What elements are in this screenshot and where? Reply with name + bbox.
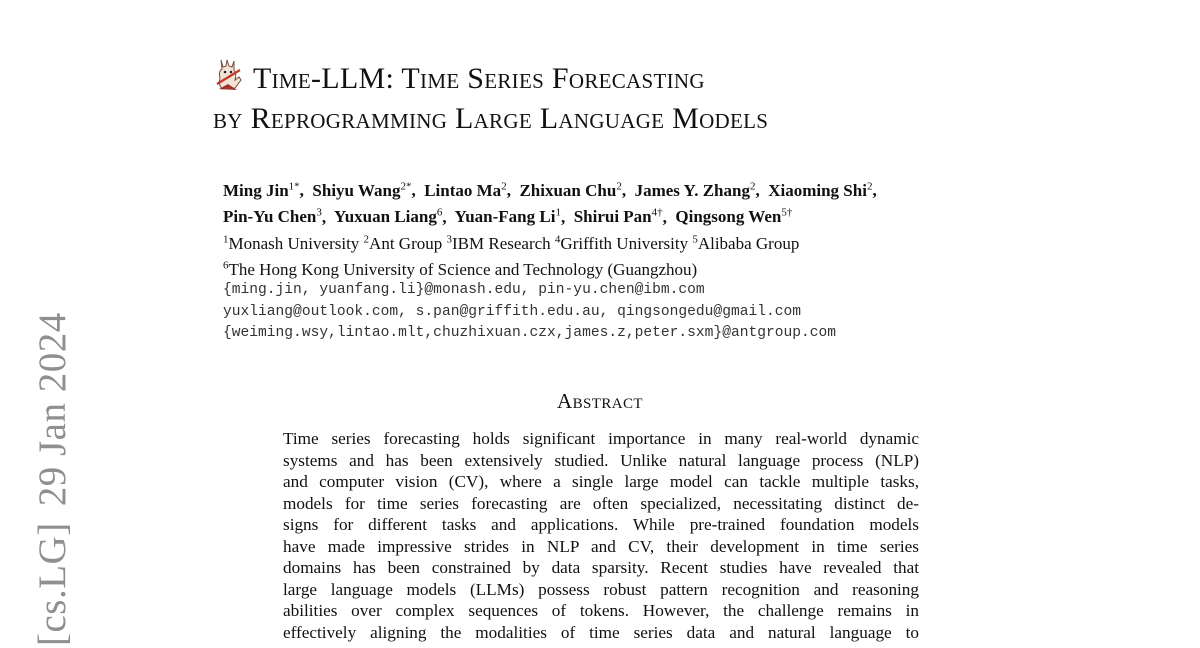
email-line: {weiming.wsy,lintao.mlt,chuzhixuan.czx,james.z,peter.sxm}@antgroup.com — [223, 325, 837, 341]
author-name: Shiyu Wang — [312, 180, 401, 200]
author-name: Qingsong Wen — [675, 207, 782, 227]
affiliation — [223, 234, 359, 253]
arxiv-category: [cs.LG] — [31, 522, 74, 646]
affiliation-mark: 5 — [692, 233, 698, 245]
author-name: James Y. Zhang — [634, 180, 750, 200]
abstract-line: models for time series forecasting are often specialized, necessitating distinct de- — [283, 493, 919, 513]
author-name: Yuan-Fang Li — [454, 207, 556, 227]
author-mark: 2 — [501, 180, 507, 192]
author-list — [223, 175, 881, 228]
authors-line-2: Pin-Yu Chen$^3$, Yuxuan Liang$^6$, Yuan-Fang Li$^1$, Shirui Pan$^{4\dagger}$, Qingsong Wen$^{5\dagger}$ — [223, 206, 793, 227]
author-name: Shirui Pan — [573, 207, 652, 227]
affiliation-name: IBM Research — [452, 233, 551, 253]
author-name: Zhixuan Chu — [519, 180, 617, 200]
author-mark: 1* — [288, 180, 300, 192]
abstract-line: abilities over complex sequences of tokens. However, the challenge remains in — [283, 601, 919, 620]
paper-title — [213, 58, 768, 139]
author — [334, 207, 442, 226]
author — [223, 207, 322, 226]
email-line: {ming.jin, yuanfang.li}@monash.edu, pin-yu.chen@ibm.com — [223, 282, 705, 298]
author-mark: 2 — [749, 180, 756, 192]
author — [455, 207, 561, 226]
author — [768, 181, 872, 200]
author-mark: 2 — [866, 180, 873, 192]
affiliation-mark: 2 — [363, 233, 370, 245]
author-mark: 4† — [651, 206, 663, 219]
affiliation — [364, 234, 443, 253]
author — [574, 207, 663, 226]
abstract-line: systems and has been extensively studied. Unlike natural language process (NLP) — [283, 450, 919, 470]
abstract-body — [283, 428, 919, 643]
email-line: yuxliang@outlook.com, s.pan@griffith.edu.au, qingsongedu@gmail.com — [223, 303, 802, 320]
affiliation — [447, 234, 551, 253]
affiliation-mark: 4 — [554, 233, 561, 245]
author-mark: 2 — [616, 180, 622, 192]
author — [675, 207, 792, 226]
abstract-line: have made impressive strides in NLP and CV, their development in time series — [283, 536, 919, 556]
author — [635, 181, 756, 200]
affiliation-name: Alibaba Group — [697, 233, 800, 253]
author — [223, 181, 300, 200]
affiliation-name: The Hong Kong University of Science and Technology (Guangzhou) — [228, 260, 698, 280]
author-mark: 6 — [436, 206, 443, 219]
title-line-2: by Reprogramming Large Language Models — [213, 102, 769, 135]
title-text-1: Time-LLM: Time Series Forecasting — [253, 62, 705, 95]
author — [519, 181, 621, 200]
author-mark: 3 — [316, 206, 322, 219]
affiliation-name: Griffith University — [560, 233, 689, 253]
author — [424, 181, 506, 200]
author-name: Lintao Ma — [424, 180, 502, 200]
arxiv-stamp — [30, 312, 75, 646]
author — [312, 181, 411, 200]
authors-line-1: Ming Jin$^{1*}$, Shiyu Wang$^{2*}$, Lintao Ma$^2$, Zhixuan Chu$^2$, James Y. Zhang$^2$, Xiaoming Shi$^2$, — [223, 180, 881, 200]
abstract-line: signs for different tasks and applications. While pre-trained foundation models — [283, 515, 919, 534]
affiliations-line-1 — [223, 228, 799, 255]
author-mark: 2* — [400, 180, 412, 192]
affiliation — [223, 260, 697, 279]
abstract-line: effectively aligning the modalities of time series data and natural language to — [283, 622, 919, 642]
abstract-line: and computer vision (CV), where a single large model can tackle multiple tasks, — [283, 472, 919, 491]
author-mark: 5† — [781, 206, 793, 219]
abstract-line: domains has been constrained by data sparsity. Recent studies have revealed that — [283, 558, 919, 577]
affiliation-mark: 1 — [223, 233, 229, 245]
author-name: Yuxuan Liang — [334, 207, 437, 227]
email-list — [223, 280, 836, 345]
affiliation-name: Ant Group — [369, 233, 443, 253]
affiliation — [555, 234, 688, 253]
affiliation — [692, 234, 799, 253]
affiliation-list — [223, 228, 799, 281]
abstract-heading: Abstract — [557, 389, 643, 413]
author-mark: 1 — [555, 206, 561, 219]
llama-mascot-icon — [213, 58, 243, 92]
affiliations-line-2 — [223, 255, 799, 282]
affiliation-mark: 6 — [223, 259, 229, 272]
author-name: Xiaoming Shi — [768, 180, 867, 200]
abstract-line: large language models (LLMs) possess robust pattern recognition and reasoning — [283, 579, 919, 599]
author-name: Ming Jin — [223, 180, 289, 200]
affiliation-mark: 3 — [446, 233, 452, 245]
title-line-1 — [213, 58, 768, 99]
abstract-line: Time series forecasting holds significant importance in many real-world dynamic — [283, 429, 919, 448]
author-name: Pin-Yu Chen — [223, 207, 317, 227]
arxiv-date: 29 Jan 2024 — [31, 312, 74, 507]
affiliation-name: Monash University — [228, 233, 360, 253]
